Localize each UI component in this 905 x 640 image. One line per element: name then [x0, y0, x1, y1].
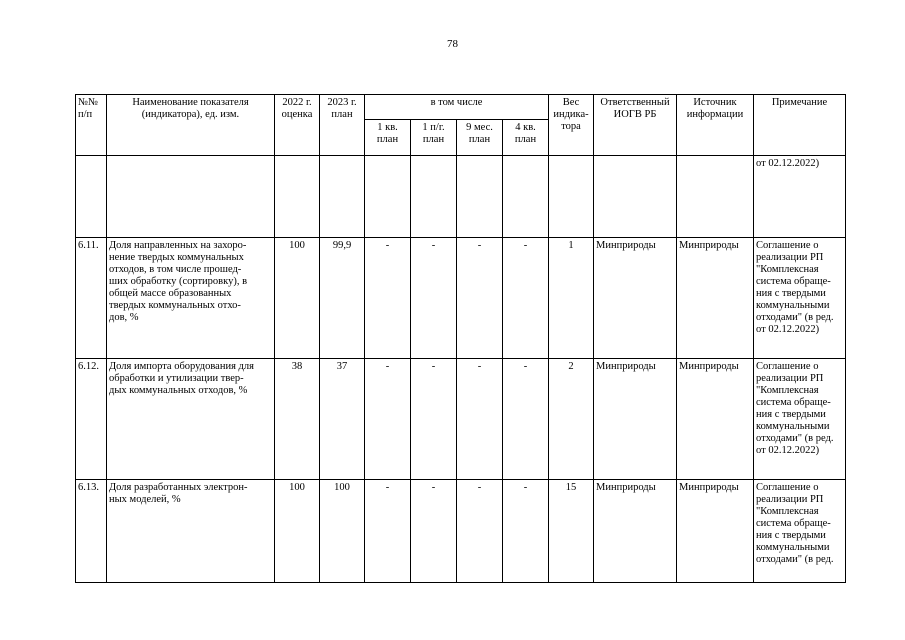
continuation-note: от 02.12.2022) [754, 156, 846, 238]
row-num: 6.13. [76, 480, 107, 583]
row-q4: - [503, 480, 549, 583]
row-name: Доля разработанных электрон- ных моделей, % [107, 480, 275, 583]
row-name: Доля импорта оборудования для обработки и утилизации твер- дых коммунальных отходов, % [107, 359, 275, 480]
row-value-2022: 38 [275, 359, 320, 480]
row-q1: - [365, 238, 411, 359]
row-h1: - [411, 238, 457, 359]
header-weight: Вес индика- тора [549, 95, 594, 156]
header-source: Источник информации [677, 95, 754, 156]
row-q4: - [503, 238, 549, 359]
row-source: Минприроды [677, 359, 754, 480]
row-note: Соглашение о реализации РП "Комплексная система обраще- ния с твердыми коммунальными отходами" (в ред. от 02.12.2022) [754, 359, 846, 480]
row-source: Минприроды [677, 238, 754, 359]
row-note: Соглашение о реализации РП "Комплексная система обраще- ния с твердыми коммунальными отходами" (в ред. [754, 480, 846, 583]
row-responsible: Минприроды [594, 480, 677, 583]
row-q4: - [503, 359, 549, 480]
header-num: №№ п/п [76, 95, 107, 156]
table-row [76, 480, 846, 583]
row-source: Минприроды [677, 480, 754, 583]
continuation-row [76, 156, 846, 238]
row-h1: - [411, 359, 457, 480]
row-value-2023: 100 [320, 480, 365, 583]
table-row [76, 238, 846, 359]
row-m9: - [457, 238, 503, 359]
row-value-2022: 100 [275, 480, 320, 583]
header-name: Наименование показателя (индикатора), ед. изм. [107, 95, 275, 156]
header-h1: 1 п/г. план [411, 120, 457, 156]
header-note: Примечание [754, 95, 846, 156]
indicators-table [75, 94, 846, 583]
row-value-2022: 100 [275, 238, 320, 359]
header-2022: 2022 г. оценка [275, 95, 320, 156]
header-m9: 9 мес. план [457, 120, 503, 156]
row-m9: - [457, 480, 503, 583]
row-responsible: Минприроды [594, 238, 677, 359]
row-num: 6.11. [76, 238, 107, 359]
row-value-2023: 37 [320, 359, 365, 480]
row-q1: - [365, 359, 411, 480]
row-note: Соглашение о реализации РП "Комплексная система обраще- ния с твердыми коммунальными отходами" (в ред. от 02.12.2022) [754, 238, 846, 359]
row-q1: - [365, 480, 411, 583]
page-number: 78 [447, 38, 458, 50]
row-num: 6.12. [76, 359, 107, 480]
header-2023: 2023 г. план [320, 95, 365, 156]
header-responsible: Ответственный ИОГВ РБ [594, 95, 677, 156]
header-q1: 1 кв. план [365, 120, 411, 156]
header-q4: 4 кв. план [503, 120, 549, 156]
table-row [76, 359, 846, 480]
row-responsible: Минприроды [594, 359, 677, 480]
row-name: Доля направленных на захоро- нение твердых коммунальных отходов, в том числе прошед- ших обработку (сортировку), в общей массе образованных твердых коммунальных отхо- дов, % [107, 238, 275, 359]
row-m9: - [457, 359, 503, 480]
header-including: в том числе [365, 95, 549, 120]
row-weight: 1 [549, 238, 594, 359]
row-weight: 15 [549, 480, 594, 583]
row-weight: 2 [549, 359, 594, 480]
row-h1: - [411, 480, 457, 583]
row-value-2023: 99,9 [320, 238, 365, 359]
header-row [76, 95, 846, 120]
